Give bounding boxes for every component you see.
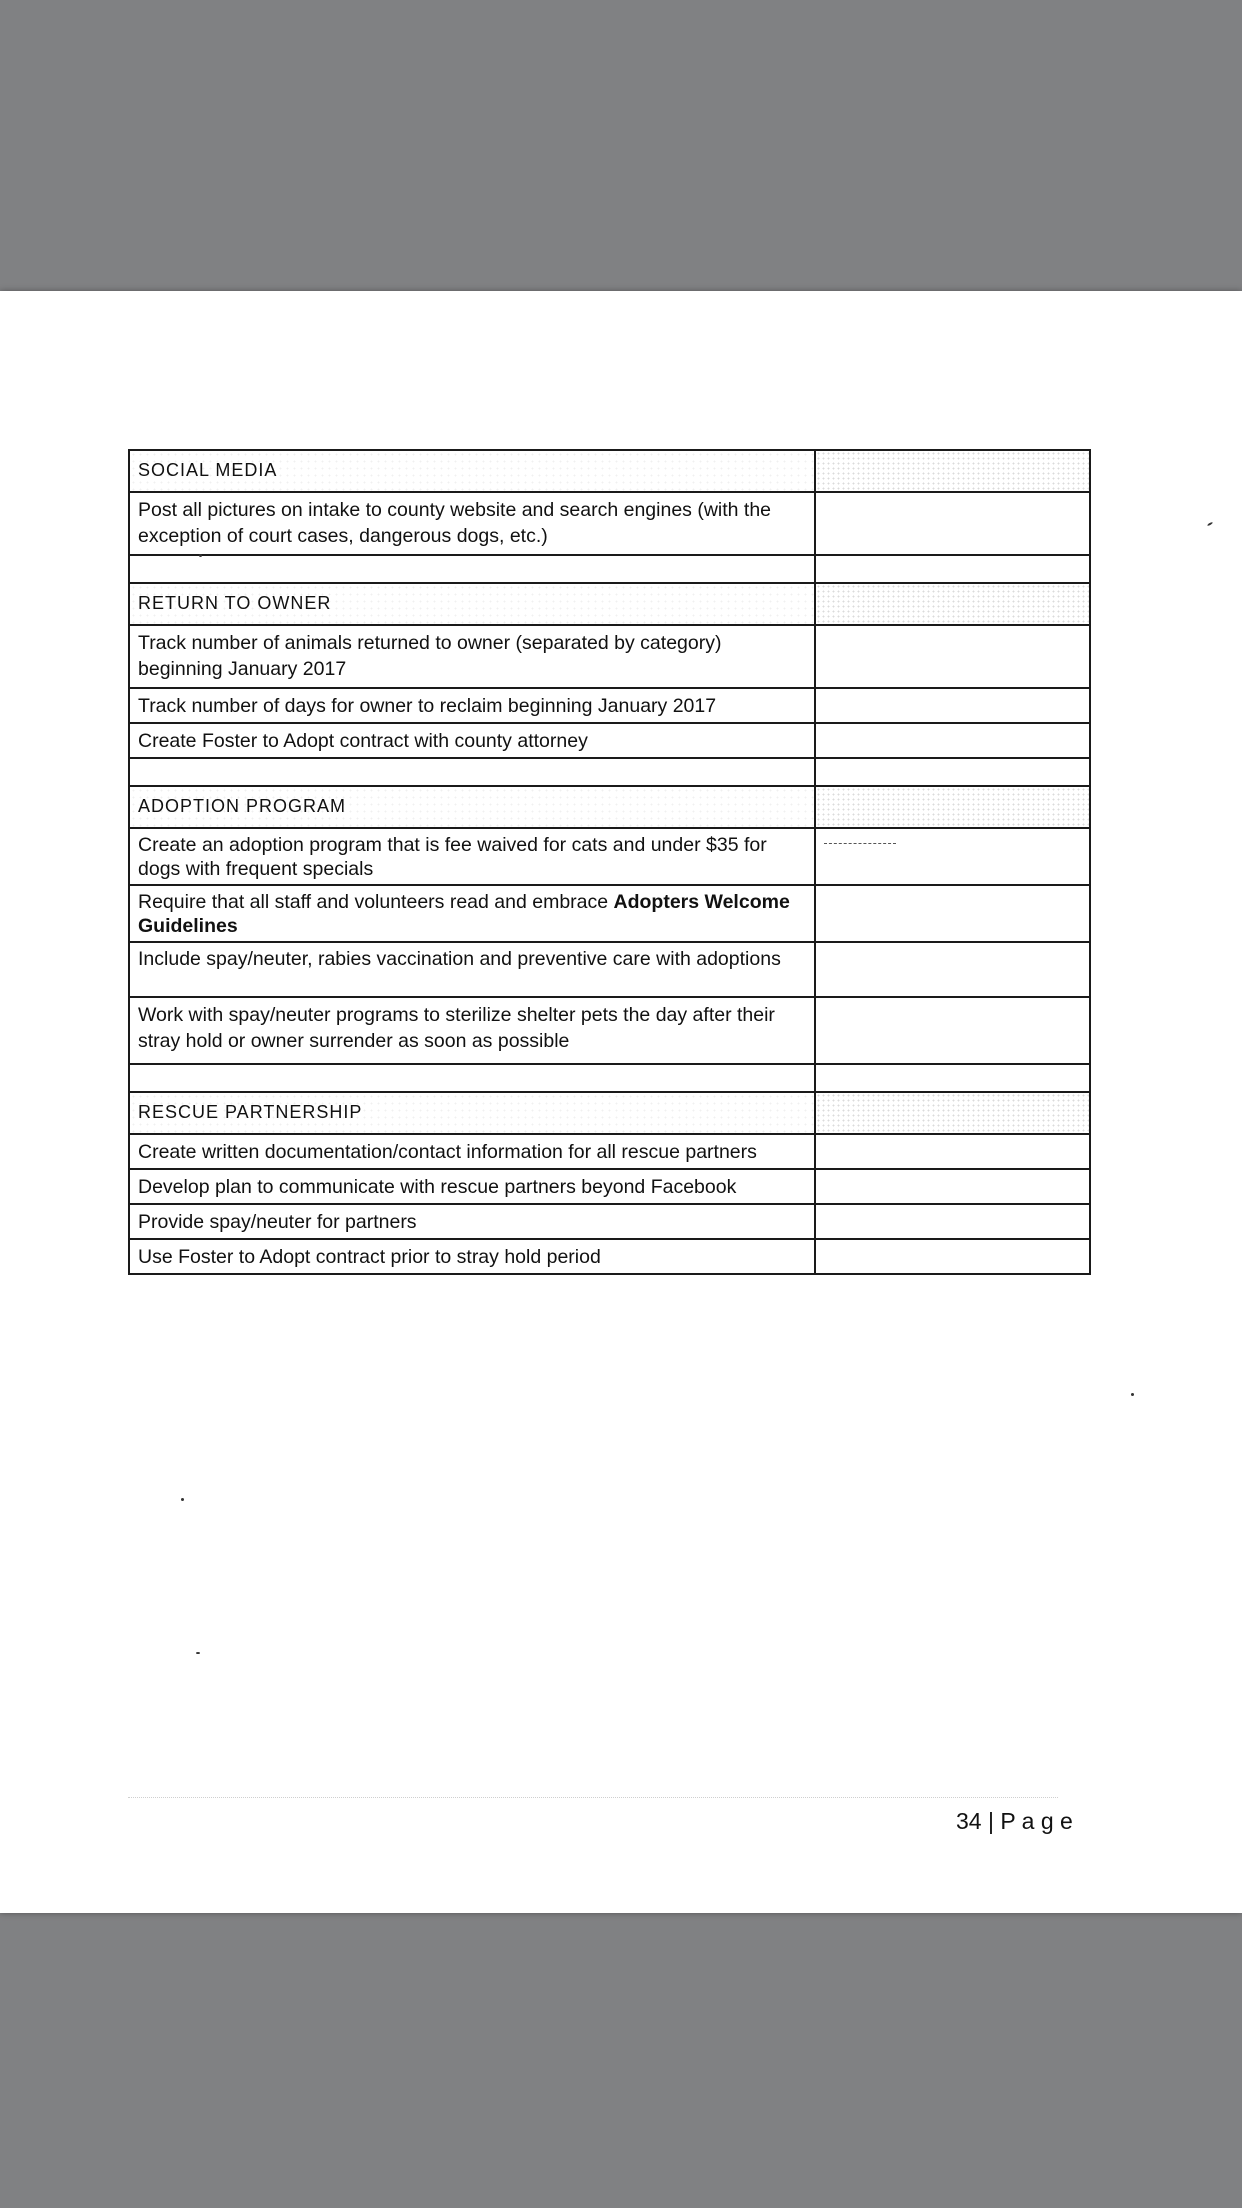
status-cell (815, 828, 1090, 885)
table-row (129, 1169, 1090, 1204)
task-cell: Post all pictures on intake to county website and search engines (with the exception of court cases, dangerous dogs, etc.) (129, 492, 815, 555)
table-row (129, 492, 1090, 555)
scan-speck (1131, 1393, 1134, 1396)
status-cell (815, 1134, 1090, 1169)
task-cell: Use Foster to Adopt contract prior to stray hold period (129, 1239, 815, 1274)
task-cell: Include spay/neuter, rabies vaccination and preventive care with adoptions (129, 942, 815, 997)
dashed-mark (824, 843, 896, 844)
table-row (129, 1134, 1090, 1169)
task-cell: Create Foster to Adopt contract with county attorney (129, 723, 815, 758)
section-header-adoption-program (129, 786, 1090, 828)
guidelines-title: Adopters Welcome Guidelines (138, 891, 790, 937)
table-row (129, 1239, 1090, 1274)
status-cell (815, 885, 1090, 942)
document-page (0, 291, 1242, 1913)
section-title: RESCUE PARTNERSHIP (129, 1092, 815, 1134)
task-cell (129, 885, 815, 942)
task-cell: Track number of animals returned to owner (separated by category) beginning January 2017 (129, 625, 815, 688)
status-cell (815, 723, 1090, 758)
table-row (129, 942, 1090, 997)
spacer-row (129, 1064, 1090, 1092)
table-row (129, 997, 1090, 1064)
scan-speck (196, 1652, 200, 1654)
task-cell: Develop plan to communicate with rescue partners beyond Facebook (129, 1169, 815, 1204)
status-cell (815, 786, 1090, 828)
status-cell (815, 625, 1090, 688)
task-cell: Work with spay/neuter programs to sterilize shelter pets the day after their stray hold or owner surrender as soon as possible (129, 997, 815, 1064)
status-cell (815, 1204, 1090, 1239)
status-cell (815, 688, 1090, 723)
scan-artifact-line (128, 1797, 1058, 1798)
scan-speck (199, 554, 202, 557)
task-cell: Create written documentation/contact information for all rescue partners (129, 1134, 815, 1169)
status-cell (815, 997, 1090, 1064)
status-cell (815, 450, 1090, 492)
section-header-social-media (129, 450, 1090, 492)
section-header-return-to-owner (129, 583, 1090, 625)
task-cell: Track number of days for owner to reclaim beginning January 2017 (129, 688, 815, 723)
scan-speck (1207, 522, 1213, 527)
task-cell: Provide spay/neuter for partners (129, 1204, 815, 1239)
page-number: 34 | P a g e (956, 1808, 1073, 1834)
table-row (129, 828, 1090, 885)
status-cell (815, 1239, 1090, 1274)
table-row (129, 625, 1090, 688)
table-row (129, 688, 1090, 723)
section-title: SOCIAL MEDIA (129, 450, 815, 492)
action-plan-table (128, 449, 1091, 1275)
scan-speck (181, 1498, 184, 1501)
status-cell (815, 583, 1090, 625)
task-text: Require that all staff and volunteers read and embrace (138, 891, 609, 913)
status-cell (815, 492, 1090, 555)
spacer-row (129, 555, 1090, 583)
section-title: RETURN TO OWNER (129, 583, 815, 625)
task-cell: Create an adoption program that is fee waived for cats and under $35 for dogs with frequent specials (129, 828, 815, 885)
table-row (129, 723, 1090, 758)
table-row (129, 885, 1090, 942)
status-cell (815, 1092, 1090, 1134)
spacer-row (129, 758, 1090, 786)
section-title: ADOPTION PROGRAM (129, 786, 815, 828)
status-cell (815, 942, 1090, 997)
table-row (129, 1204, 1090, 1239)
status-cell (815, 1169, 1090, 1204)
section-header-rescue-partnership (129, 1092, 1090, 1134)
